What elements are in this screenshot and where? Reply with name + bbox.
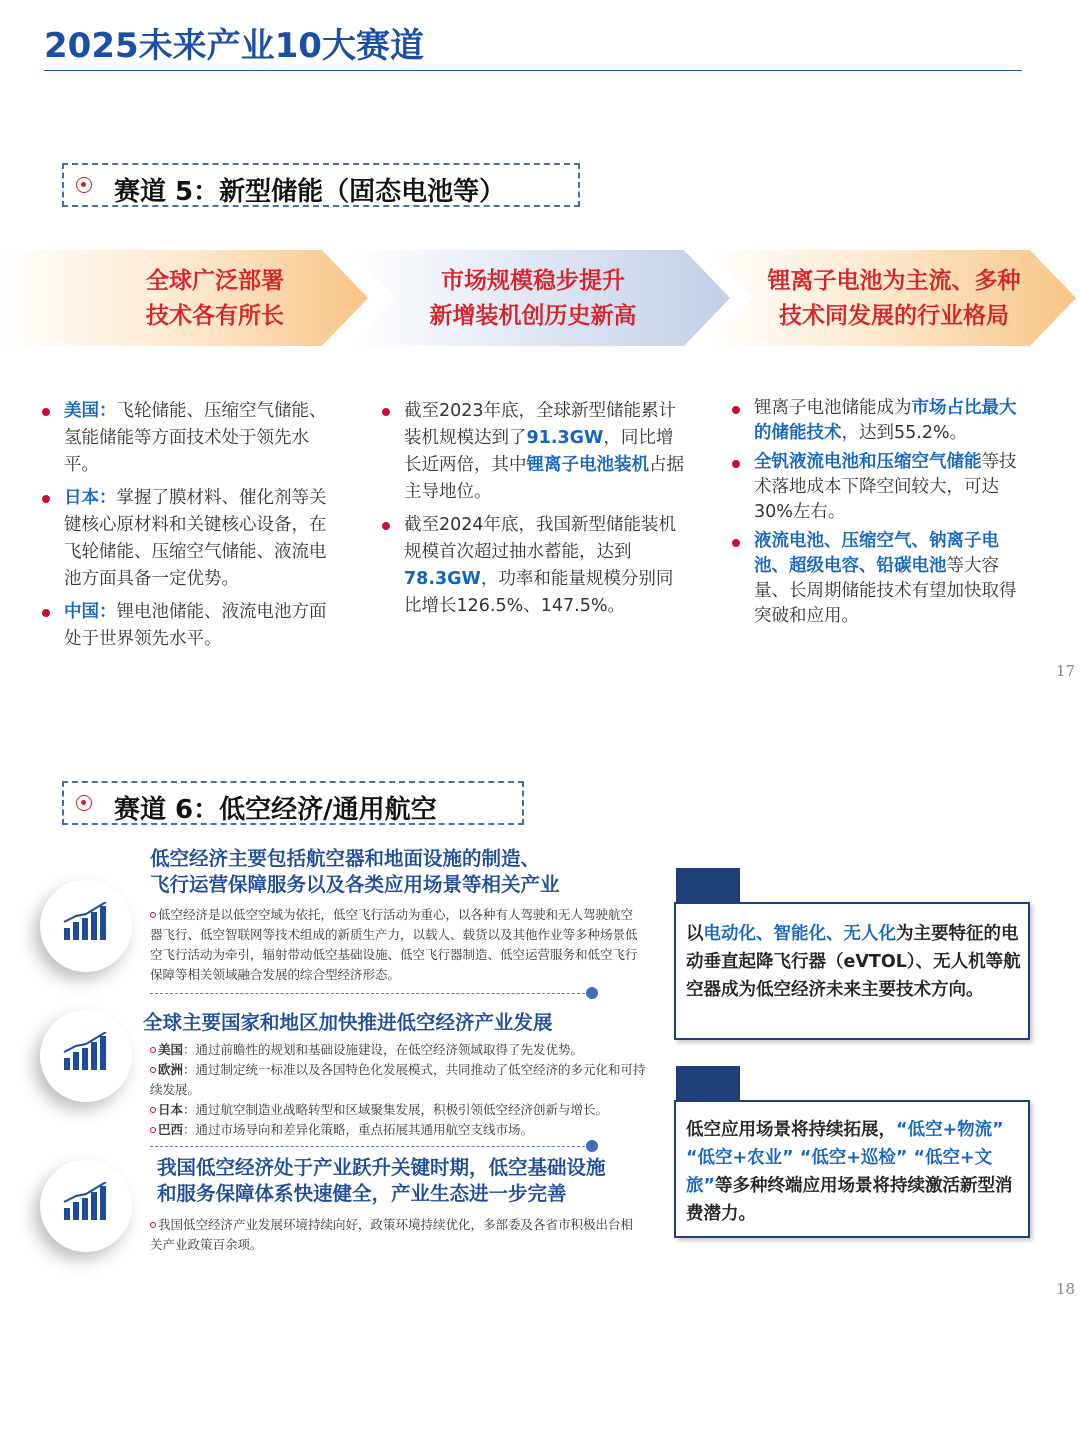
chart-badge <box>40 880 132 972</box>
section-divider <box>150 1146 590 1148</box>
track6-title-box <box>62 781 524 825</box>
divider-dot <box>586 987 598 999</box>
track5-title-box <box>62 163 580 207</box>
track5-title: 赛道 5：新型储能（固态电池等） <box>114 177 506 207</box>
country-label-us: 美国： <box>64 401 117 421</box>
growth-chart-icon <box>62 1032 110 1072</box>
track5-column-market <box>380 398 690 626</box>
country-label: 美国 <box>158 1042 184 1057</box>
track5-column-tech <box>730 396 1025 635</box>
text: ，功率和能量规模分别同比增长126.5%、147.5%。 <box>404 569 674 616</box>
heading-line: 低空经济主要包括航空器和地面设施的制造、 <box>150 847 541 870</box>
info-box-text <box>686 1116 1022 1228</box>
info-box-scenarios <box>674 1100 1030 1238</box>
text: 锂离子电池储能成为 <box>754 398 912 418</box>
highlight: 91.3GW <box>526 428 604 448</box>
country-label-jp: 日本： <box>64 488 117 508</box>
page-number: 17 <box>1056 662 1076 680</box>
banner-3-line2: 技术同发展的行业格局 <box>779 303 1009 329</box>
text: 截至2024年底，我国新型储能装机规模首次超过抽水蓄能，达到 <box>404 515 677 562</box>
track5-banner-1 <box>0 250 372 346</box>
text: 截至2023年底，全球新型储能累计装机规模达到了 <box>404 401 677 448</box>
text: 为主要特征的电动垂直起降飞行器（eVTOL）、无人机等航空器成为低空经济未来主要技术方向。 <box>686 924 1021 1000</box>
country-text-cn: 锂电池储能、液流电池方面处于世界领先水平。 <box>64 602 327 649</box>
banner-2-line2: 新增装机创历史新高 <box>429 303 637 329</box>
list-item <box>40 398 340 479</box>
track5-banner-2 <box>350 250 732 346</box>
country-label: 欧洲 <box>158 1062 184 1077</box>
info-box-text <box>686 920 1022 1004</box>
chart-badge <box>40 1160 132 1252</box>
highlight: “低空+物流” “低空+农业” “低空+巡检” “低空+文旅” <box>686 1120 1004 1196</box>
page-number: 18 <box>1056 1280 1076 1298</box>
country-text-jp: 掌握了膜材料、催化剂等关键核心原材料和关键核心设备，在飞轮储能、压缩空气储能、液流电池方面具备一定优势。 <box>64 488 327 589</box>
list-item <box>150 1060 650 1100</box>
banner-1-line1: 全球广泛部署 <box>146 268 284 294</box>
banner-3-line1: 锂离子电池为主流、多种 <box>767 268 1021 294</box>
list-item <box>40 485 340 593</box>
list-item <box>380 398 690 506</box>
text: 占据主导地位。 <box>404 455 684 502</box>
banner-1-line2: 技术各有所长 <box>146 303 284 329</box>
heading-line: 和服务保障体系快速健全，产业生态进一步完善 <box>157 1182 567 1205</box>
section-body <box>150 1040 650 1140</box>
list-item <box>730 396 1025 446</box>
track5-banner-3 <box>708 250 1080 346</box>
body-text: 我国低空经济产业发展环境持续向好，政策环境持续优化，多部委及各省市积极出台相关产业政策百余项。 <box>150 1217 634 1252</box>
section-heading <box>150 846 650 898</box>
list-item <box>730 450 1025 525</box>
list-item <box>730 529 1025 629</box>
banner-2-line1: 市场规模稳步提升 <box>441 268 625 294</box>
list-item <box>150 1100 650 1120</box>
highlight: 78.3GW <box>404 569 481 589</box>
title-divider <box>44 70 1022 71</box>
list-item <box>150 1040 650 1060</box>
list-item <box>150 1120 650 1140</box>
highlight: 全钒液流电池和压缩空气储能 <box>754 452 982 472</box>
country-text: ：通过制定统一标准以及各国特色化发展模式，共同推动了低空经济的多元化和可持续发展。 <box>150 1062 646 1097</box>
list-item <box>40 599 340 653</box>
text: 等大容量、长周期储能技术有望加快取得突破和应用。 <box>754 556 1017 626</box>
bullet-icon <box>150 1047 156 1053</box>
text: 低空应用场景将持续拓展， <box>686 1120 896 1140</box>
info-box-tech <box>674 902 1030 1040</box>
growth-chart-icon <box>62 1182 110 1222</box>
section-heading <box>157 1155 657 1207</box>
bullet-icon <box>150 1067 156 1073</box>
country-label: 巴西 <box>158 1122 184 1137</box>
bullet-icon <box>150 1107 156 1113</box>
target-icon <box>76 177 92 193</box>
country-text: ：通过前瞻性的规划和基础设施建设，在低空经济领域取得了先发优势。 <box>183 1042 584 1057</box>
heading-line: 飞行运营保障服务以及各类应用场景等相关产业 <box>150 873 560 896</box>
country-label-cn: 中国： <box>64 602 117 622</box>
section-body <box>150 905 640 985</box>
track6-title: 赛道 6：低空经济/通用航空 <box>114 795 437 825</box>
section-body <box>150 1215 640 1255</box>
section-heading <box>143 1010 663 1036</box>
bullet-icon <box>150 1222 156 1228</box>
text: ，达到55.2%。 <box>841 423 968 443</box>
bullet-icon <box>150 912 156 918</box>
country-text: ：通过航空制造业战略转型和区域聚集发展，积极引领低空经济创新与增长。 <box>183 1102 609 1117</box>
highlight: 市场占比最大的储能技术 <box>754 398 1017 443</box>
text: 等技术落地成本下降空间较大，可达30%左右。 <box>754 452 1017 522</box>
body-text: 低空经济是以低空空域为依托，低空飞行活动为重心，以各种有人驾驶和无人驾驶航空器飞行、低空智联网等技术组成的新质生产力，以载人、载货以及其他作业等多种场景低空飞行活动为牵引，辐射带动低空基础设施、低空飞行器制造、低空运营服务和低空飞行保障等相关领域融合发展的综合型经济形态。 <box>150 907 638 982</box>
highlight: 锂离子电池装机 <box>526 455 649 475</box>
country-text: ：通过市场导向和差异化策略，重点拓展其通用航空支线市场。 <box>183 1122 534 1137</box>
divider-dot <box>586 1140 598 1152</box>
page-title: 2025未来产业10大赛道 <box>44 26 424 66</box>
bullet-icon <box>150 1127 156 1133</box>
country-label: 日本 <box>158 1102 184 1117</box>
highlight: 电动化、智能化、无人化 <box>703 924 896 944</box>
growth-chart-icon <box>62 902 110 942</box>
track5-column-global <box>40 398 340 659</box>
highlight: 液流电池、压缩空气、钠离子电池、超级电容、铅碳电池 <box>754 531 999 576</box>
heading-line: 全球主要国家和地区加快推进低空经济产业发展 <box>143 1011 553 1034</box>
text: 以 <box>686 924 704 944</box>
heading-line: 我国低空经济处于产业跃升关键时期，低空基础设施 <box>157 1156 606 1179</box>
text: ，同比增长近两倍，其中 <box>404 428 674 475</box>
section-divider <box>150 993 590 995</box>
box-tab <box>676 1066 740 1102</box>
country-text-us: 飞轮储能、压缩空气储能、氢能储能等方面技术处于领先水平。 <box>64 401 327 475</box>
target-icon <box>76 795 92 811</box>
list-item <box>380 512 690 620</box>
chart-badge <box>40 1010 132 1102</box>
text: 等多种终端应用场景将持续激活新型消费潜力。 <box>686 1176 1013 1224</box>
box-tab <box>676 868 740 904</box>
